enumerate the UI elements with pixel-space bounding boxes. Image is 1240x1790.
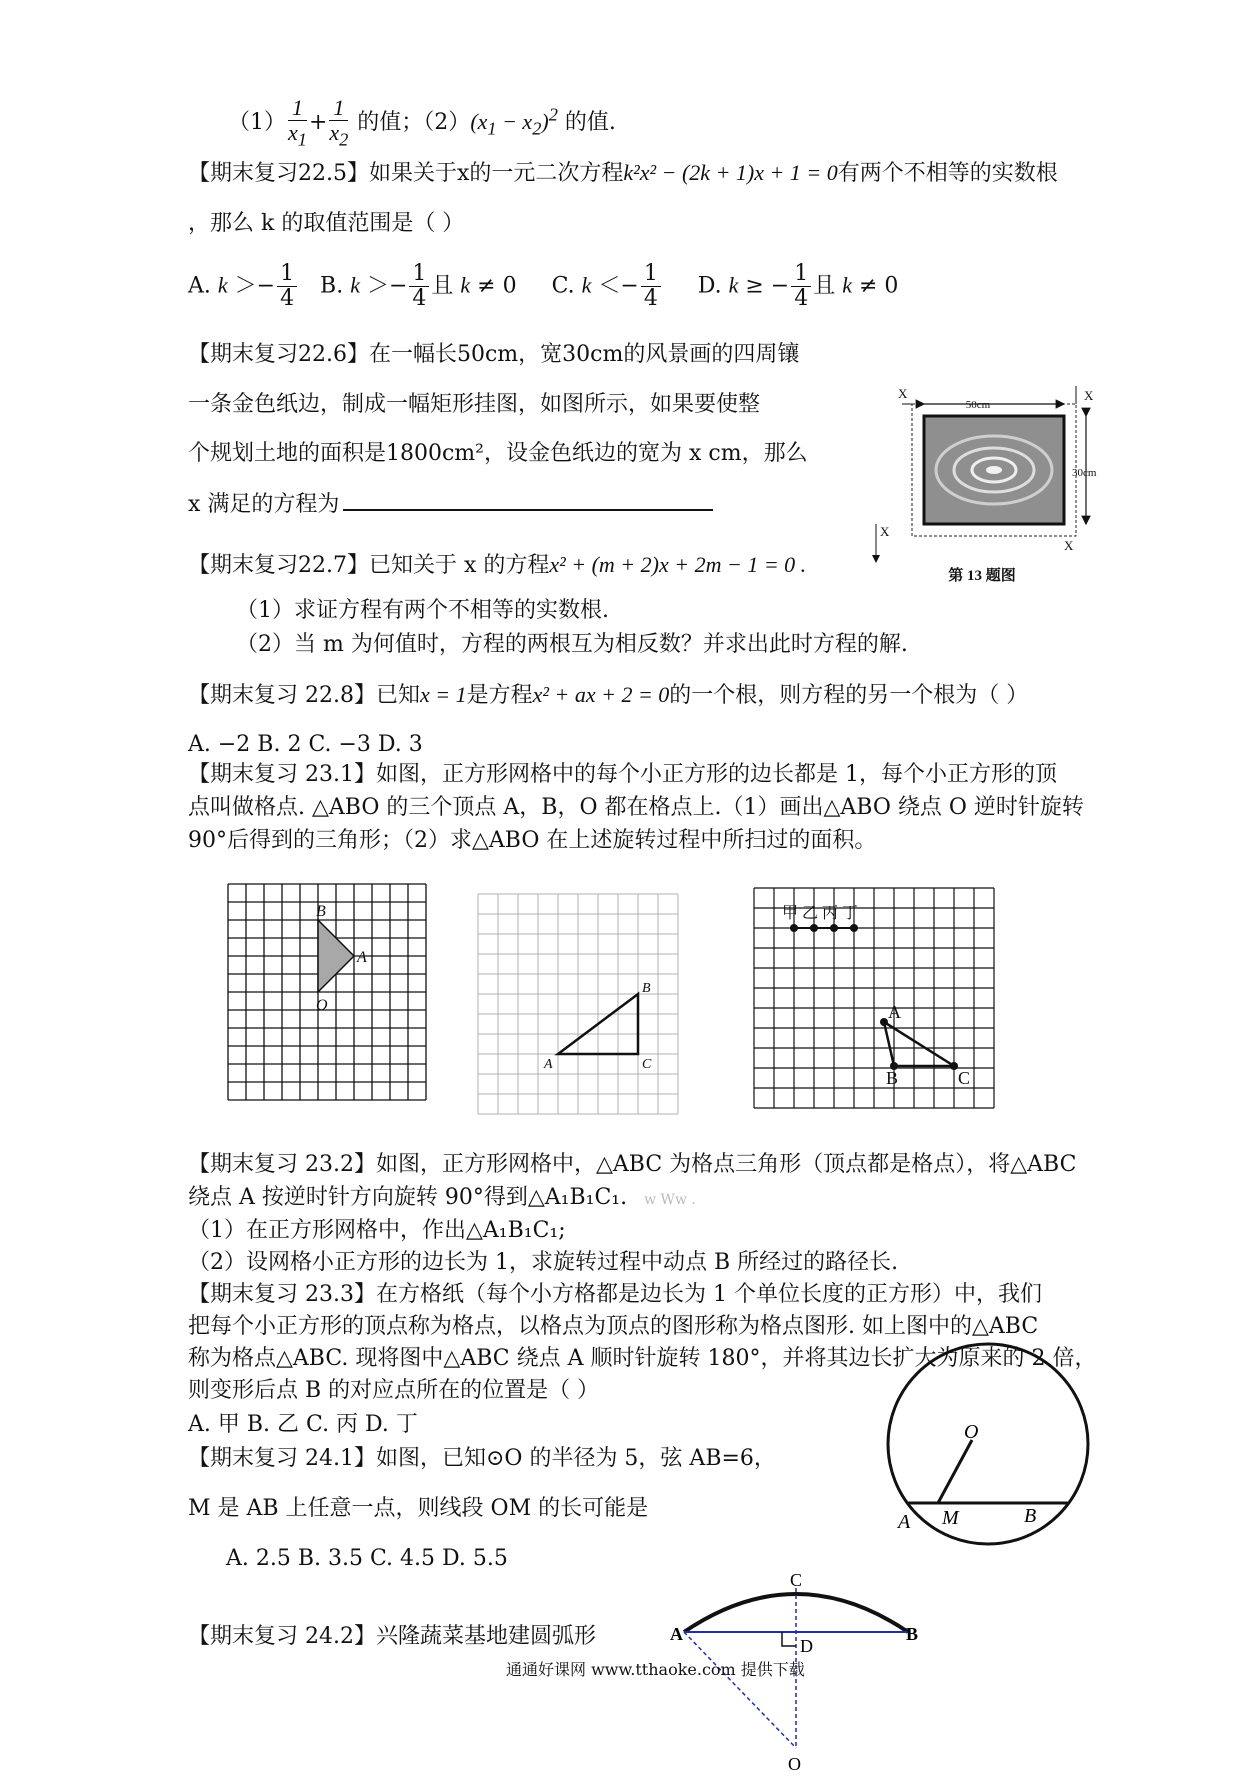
answer-blank	[343, 489, 713, 511]
label-C: C	[790, 1570, 803, 1590]
x-label-left: X	[880, 524, 890, 539]
q22-7-head: 【期末复习22.7】已知关于 x 的方程	[188, 553, 550, 578]
q22-7-part2: （2）当 m 为何值时，方程的两根互为相反数？并求出此时方程的解.	[236, 632, 908, 657]
x-label-top: X	[898, 386, 908, 401]
label-M: M	[942, 1507, 959, 1529]
label-B: B	[316, 903, 326, 920]
label-B-arch: B	[906, 1624, 919, 1644]
q22-5-tail: 有两个不相等的实数根	[837, 161, 1058, 186]
q22-6-line3: 个规划土地的面积是1800cm²，设金色纸边的宽为 x cm，那么	[188, 441, 808, 466]
q24-2-line1: 【期末复习 24.2】兴隆蔬菜基地建圆弧形	[188, 1624, 596, 1649]
vertex-dot-2	[950, 1062, 958, 1070]
label-B: B	[642, 981, 651, 996]
q22-7-line1	[188, 552, 806, 579]
q24-1-line1: 【期末复习 24.1】如图，已知⊙O 的半径为 5，弦 AB=6，	[188, 1446, 776, 1471]
label-A: A	[888, 1002, 901, 1022]
footer-text: 通通好课网 www.tthaoke.com 提供下载	[506, 1660, 805, 1679]
height-label: 30cm	[1072, 467, 1097, 479]
q24-1-options: A. 2.5 B. 3.5 C. 4.5 D. 5.5	[226, 1546, 508, 1571]
arch-figure	[670, 1570, 930, 1790]
q22-5-head: 【期末复习22.5】如果关于x的一元二次方程	[188, 161, 624, 186]
q22-5-line1	[188, 160, 1058, 187]
q22-5-options: A. k ＞− $\frac{1}{4}$ B. k ＞− $\frac{1}{4}$ 且 k ≠ 0 C. k ＜− $\frac{1}{4}$ D. k ≥ − $\frac{1}{4}$ 且 k ≠ 0	[188, 261, 899, 312]
q22-6-line2: 一条金色纸边，制成一幅矩形挂图，如图所示，如果要使整	[188, 392, 761, 417]
label-C: C	[958, 1068, 971, 1088]
q23-2-part2: （2）设网格小正方形的边长为 1，求旋转过程中动点 B 所经过的路径长.	[188, 1250, 899, 1275]
q22-5-line2: ，那么 k 的取值范围是（ ）	[188, 211, 465, 236]
top-label-2: 丙	[822, 905, 839, 922]
width-label: 50cm	[965, 399, 991, 411]
q22-6-prompt: x 满足的方程为	[188, 492, 340, 517]
label-A: A	[357, 949, 367, 966]
q23-1-line2: 点叫做格点. △ABO 的三个顶点 A，B，O 都在格点上.（1）画出△ABO 绕点 O 逆时针旋转	[188, 795, 1084, 820]
q22-6-line4	[188, 489, 713, 518]
q22-7-equation: x² + (m + 2)x + 2m − 1 = 0 .	[549, 552, 807, 577]
label-O: O	[316, 997, 328, 1014]
q23-2-line1: 【期末复习 23.2】如图，正方形网格中，△ABC 为格点三角形（顶点都是格点），将△ABC	[188, 1152, 1077, 1177]
grid-figure-2	[476, 892, 684, 1116]
vertex-dot-0	[880, 1018, 888, 1026]
q23-2-part1: （1）在正方形网格中，作出△A₁B₁C₁;	[188, 1218, 566, 1243]
q23-3-line2: 把每个小正方形的顶点称为格点，以格点为顶点的图形称为格点图形. 如上图中的△ABC	[188, 1314, 1039, 1339]
x-label-right: X	[1084, 388, 1094, 403]
top-label-3: 丁	[842, 905, 859, 922]
label-O-arch: O	[788, 1754, 801, 1774]
q22-6-line1: 【期末复习22.6】在一幅长50cm，宽30cm的风景画的四周镶	[188, 342, 800, 367]
grid-figure-1	[226, 882, 428, 1104]
q23-1-line3: 90°后得到的三角形；（2）求△ABO 在上述旋转过程中所扫过的面积。	[188, 828, 877, 853]
top-label-1: 乙	[802, 905, 819, 922]
q23-3-options: A. 甲 B. 乙 C. 丙 D. 丁	[188, 1412, 418, 1437]
x-label-bottom: X	[1064, 538, 1074, 553]
label-D: D	[800, 1636, 813, 1656]
label-O: O	[964, 1421, 979, 1443]
label-B: B	[1024, 1505, 1037, 1527]
q23-3-line1: 【期末复习 23.3】在方格纸（每个小方格都是边长为 1 个单位长度的正方形）中，我们	[188, 1282, 1042, 1307]
q23-3-line4: 则变形后点 B 的对应点所在的位置是（ ）	[188, 1378, 600, 1403]
frame-caption: 第 13 题图	[948, 568, 1016, 584]
q22-8-options: A. −2 B. 2 C. −3 D. 3	[188, 732, 423, 757]
grid-figure-3	[752, 886, 996, 1112]
label-A-arch: A	[670, 1624, 683, 1644]
label-C: C	[642, 1057, 652, 1072]
label-B: B	[886, 1068, 899, 1088]
circle-figure	[876, 1332, 1096, 1552]
label-A: A	[898, 1511, 911, 1533]
q22-7-part1: （1）求证方程有两个不相等的实数根.	[236, 598, 609, 623]
frame-figure	[862, 386, 1102, 586]
q24-1-line2: M 是 AB 上任意一点，则线段 OM 的长可能是	[188, 1496, 649, 1521]
label-A: A	[544, 1057, 553, 1072]
q23-2-line2: 绕点 A 按逆时针方向旋转 90°得到△A₁B₁C₁. w Ww .	[188, 1185, 696, 1210]
q22-8-line1: 【期末复习 22.8】已知x = 1是方程x² + ax + 2 = 0的一个根，则方程的另一个根为（ ）	[188, 682, 1029, 708]
q23-1-line1: 【期末复习 23.1】如图，正方形网格中的每个小正方形的边长都是 1，每个小正方形的顶	[188, 762, 1057, 787]
q23-3-line3: 称为格点△ABC. 现将图中△ABC 绕点 A 顺时针旋转 180°，并将其边长扩大为原来的 2 倍，	[188, 1346, 1097, 1371]
scan-noise: w Ww .	[644, 1192, 696, 1208]
q22-5-equation: k²x² − (2k + 1)x + 1 = 0	[623, 160, 838, 185]
top-label-0: 甲	[782, 905, 799, 922]
q22-4-parts: （1） $\frac{1}{x_1}$ + $\frac{1}{x_2}$ 的值；$(2)(x_1 - x_2)^2$ 的值.	[228, 95, 616, 150]
